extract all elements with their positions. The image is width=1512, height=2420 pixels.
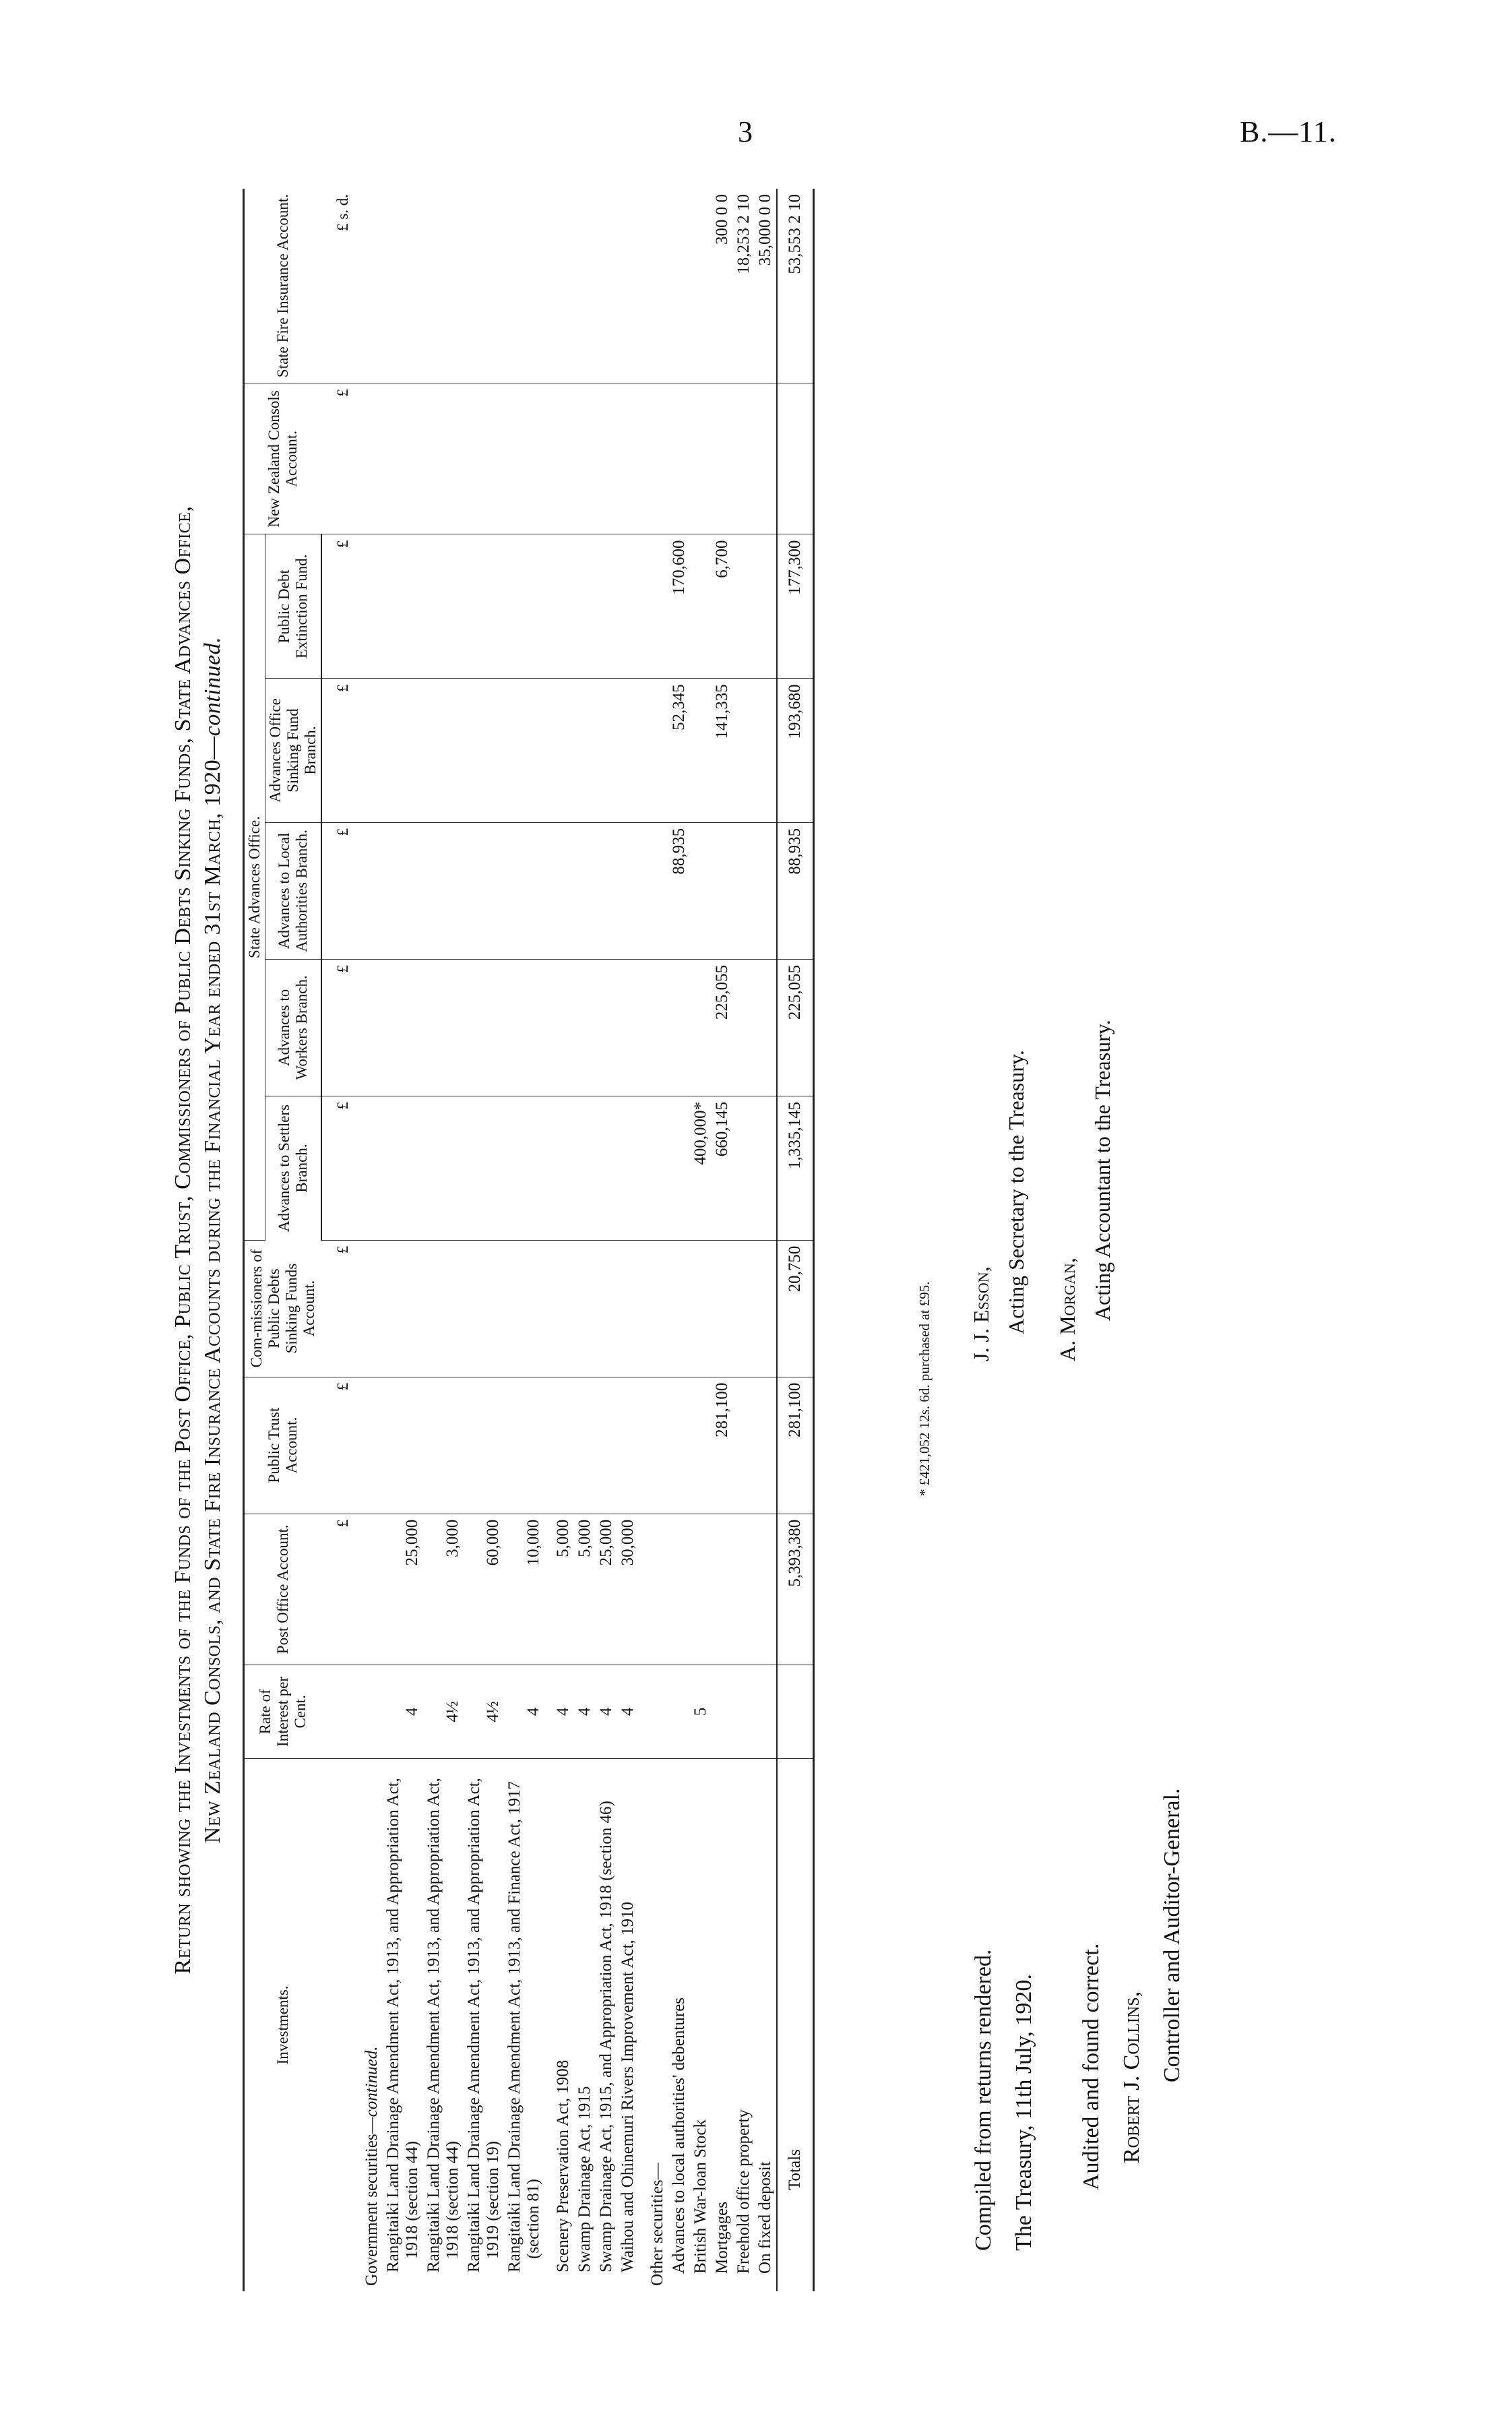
cell-loc (574, 822, 596, 959)
cell-fire (504, 189, 544, 383)
cell-fire (596, 189, 617, 383)
cell-nzc (596, 383, 617, 534)
accountant-title: Acting Accountant to the Treasury. (1090, 1020, 1114, 1321)
audited-note: Audited and found correct. (1079, 1943, 1104, 2190)
compiled-note: Compiled from returns rendered. (971, 1949, 996, 2251)
cell-pd (423, 534, 464, 679)
cell-nzc (755, 383, 777, 534)
cell-loc (690, 822, 712, 959)
cell-set: 400,000* (690, 1096, 712, 1240)
cell-empty (639, 679, 668, 823)
cell-cm (617, 1240, 639, 1377)
unit-pt: £ (321, 1377, 353, 1514)
cell-set (383, 1096, 423, 1240)
cell-pt (668, 1377, 690, 1514)
cell-po: 5,000 (574, 1514, 596, 1665)
cell-empty (639, 1096, 668, 1240)
investment-name: Rangitaiki Land Drainage Amendment Act, 1913, and Appropriation Act, 1918 (section 44) (384, 1778, 421, 2272)
cell-po: 5,000 (544, 1514, 574, 1665)
cell-pt (690, 1377, 712, 1514)
total-fire: 53,553 2 10 (777, 189, 814, 383)
cell-empty (639, 959, 668, 1096)
unit-set: £ (321, 1096, 353, 1240)
cell-sf: 52,345 (668, 679, 690, 823)
cell-cm (464, 1240, 504, 1377)
cell-empty (639, 534, 668, 679)
auditor-name: Robert J. Collins, (1119, 1991, 1144, 2163)
cell-nzc (617, 383, 639, 534)
cell-loc (383, 822, 423, 959)
cell-pd (755, 534, 777, 679)
cell-rate (755, 1665, 777, 1758)
section-row (639, 189, 668, 2291)
cell-wk (617, 959, 639, 1096)
cell-nzc (504, 383, 544, 534)
cell-loc (596, 822, 617, 959)
investments-table (243, 189, 815, 2291)
cell-sf (574, 679, 596, 823)
header-public-debt: Public Debt Extinction Fund. (265, 534, 322, 679)
cell-po (690, 1514, 712, 1665)
header-workers: Advances to Workers Branch. (265, 959, 322, 1096)
unit-fire: £ s. d. (321, 189, 353, 383)
total-cm: 20,750 (777, 1240, 814, 1377)
cell-empty (639, 189, 668, 383)
cell-rate: 4½ (423, 1665, 464, 1758)
cell-rate: 4 (504, 1665, 544, 1758)
cell-sf (383, 679, 423, 823)
cell-fire: 18,253 2 10 (733, 189, 755, 383)
unit-pd: £ (321, 534, 353, 679)
cell-loc (733, 822, 755, 959)
cell-rate: 4½ (464, 1665, 504, 1758)
table-row (383, 189, 423, 2291)
cell-nzc (423, 383, 464, 534)
cell-sf (544, 679, 574, 823)
table-row (690, 189, 712, 2291)
total-pd: 177,300 (777, 534, 814, 679)
footnote: * £421,052 12s. 6d. purchased at £95. (916, 1281, 933, 1496)
title-continued: continued. (200, 636, 225, 737)
investment-name: Swamp Drainage Act, 1915 (575, 2086, 594, 2272)
cell-po (733, 1514, 755, 1665)
cell-set: 660,145 (712, 1096, 733, 1240)
cell-sf (464, 679, 504, 823)
header-local: Advances to Local Authorities Branch. (265, 822, 322, 959)
cell-sf (733, 679, 755, 823)
document-code: B.—11. (1240, 115, 1337, 148)
cell-empty (639, 822, 668, 959)
cell-wk (574, 959, 596, 1096)
cell-po: 3,000 (423, 1514, 464, 1665)
treasury-date: The Treasury, 11th July, 1920. (1011, 1974, 1036, 2251)
cell-set (668, 1096, 690, 1240)
cell-set (733, 1096, 755, 1240)
cell-loc (423, 822, 464, 959)
investment-name: Mortgages (713, 2202, 731, 2274)
header-settlers: Advances to Settlers Branch. (265, 1096, 322, 1240)
cell-rate (668, 1665, 690, 1758)
cell-cm (574, 1240, 596, 1377)
cell-pd (504, 534, 544, 679)
table-row (504, 189, 544, 2291)
cell-nzc (733, 383, 755, 534)
cell-po (755, 1514, 777, 1665)
table-row (755, 189, 777, 2291)
table-row (617, 189, 639, 2291)
table-row (668, 189, 690, 2291)
accountant-name: A. Morgan, (1055, 1258, 1079, 1361)
cell-cm (668, 1240, 690, 1377)
cell-cm (504, 1240, 544, 1377)
cell-wk (383, 959, 423, 1096)
investment-name: Advances to local authorities' debentures (670, 1997, 688, 2274)
cell-fire: 300 0 0 (712, 189, 733, 383)
cell-set (423, 1096, 464, 1240)
total-pt: 281,100 (777, 1377, 814, 1514)
page-number: 3 (738, 115, 753, 148)
total-set: 1,335,145 (777, 1096, 814, 1240)
title-line-2: New Zealand Consols, and State Fire Insurance Accounts during the Financial Year ended 31st March, 1920— (200, 736, 225, 1844)
total-sf: 193,680 (777, 679, 814, 823)
cell-po (712, 1514, 733, 1665)
table-row (464, 189, 504, 2291)
total-po: 5,393,380 (777, 1514, 814, 1665)
cell-pt: 281,100 (712, 1377, 733, 1514)
investment-name: Waihou and Ohinemuri Rivers Improvement Act, 1910 (619, 1902, 637, 2272)
cell-pd: 170,600 (668, 534, 690, 679)
cell-rate (712, 1665, 733, 1758)
cell-fire: 35,000 0 0 (755, 189, 777, 383)
cell-wk (733, 959, 755, 1096)
cell-po: 25,000 (596, 1514, 617, 1665)
cell-pd (383, 534, 423, 679)
cell-pt (464, 1377, 504, 1514)
cell-pd (690, 534, 712, 679)
cell-sf (504, 679, 544, 823)
table-row (733, 189, 755, 2291)
cell-sf (423, 679, 464, 823)
cell-fire (544, 189, 574, 383)
investment-name: Rangitaiki Land Drainage Amendment Act, 1913, and Finance Act, 1917 (section 81) (505, 1780, 542, 2272)
cell-rate: 4 (596, 1665, 617, 1758)
cell-nzc (668, 383, 690, 534)
header-public-trust: Public Trust Account. (244, 1377, 322, 1514)
cell-nzc (464, 383, 504, 534)
secretary-title: Acting Secretary to the Treasury. (1004, 1050, 1028, 1334)
unit-nzc: £ (321, 383, 353, 534)
header-consols: New Zealand Consols Account. (244, 383, 322, 534)
cell-set (504, 1096, 544, 1240)
cell-set (617, 1096, 639, 1240)
cell-pt (733, 1377, 755, 1514)
cell-nzc (574, 383, 596, 534)
cell-fire (617, 189, 639, 383)
cell-po: 60,000 (464, 1514, 504, 1665)
cell-loc (464, 822, 504, 959)
unit-cm: £ (321, 1240, 353, 1377)
cell-cm (712, 1240, 733, 1377)
cell-empty (639, 1240, 668, 1377)
auditor-title: Controller and Auditor-General. (1160, 1788, 1185, 2082)
cell-loc (617, 822, 639, 959)
cell-pt (423, 1377, 464, 1514)
cell-pt (755, 1377, 777, 1514)
cell-po: 10,000 (504, 1514, 544, 1665)
investment-name: On fixed deposit (756, 2161, 774, 2274)
cell-pd (596, 534, 617, 679)
cell-fire (574, 189, 596, 383)
cell-loc (755, 822, 777, 959)
cell-set (596, 1096, 617, 1240)
cell-pd (544, 534, 574, 679)
rotated-table-region (168, 189, 1193, 2291)
unit-sf: £ (321, 679, 353, 823)
cell-empty (639, 1514, 668, 1665)
cell-nzc (544, 383, 574, 534)
cell-wk: 225,055 (712, 959, 733, 1096)
cell-pt (574, 1377, 596, 1514)
cell-wk (755, 959, 777, 1096)
cell-wk (423, 959, 464, 1096)
cell-cm (690, 1240, 712, 1377)
total-nzc (777, 383, 814, 534)
cell-rate: 5 (690, 1665, 712, 1758)
cell-pd (464, 534, 504, 679)
cell-pd (733, 534, 755, 679)
cell-po: 30,000 (617, 1514, 639, 1665)
cell-sf (690, 679, 712, 823)
cell-fire (423, 189, 464, 383)
cell-cm (383, 1240, 423, 1377)
cell-cm (733, 1240, 755, 1377)
unit-loc: £ (321, 822, 353, 959)
cell-fire (464, 189, 504, 383)
table-row (544, 189, 574, 2291)
cell-nzc (712, 383, 733, 534)
cell-pt (596, 1377, 617, 1514)
total-loc: 88,935 (777, 822, 814, 959)
cell-pt (617, 1377, 639, 1514)
cell-rate (733, 1665, 755, 1758)
cell-wk (690, 959, 712, 1096)
unit-po: £ (321, 1514, 353, 1665)
investment-name: Swamp Drainage Act, 1915, and Appropriation Act, 1918 (section 46) (597, 1801, 615, 2272)
table-row (423, 189, 464, 2291)
unit-blank (321, 1665, 353, 1758)
signature-block-right (964, 1020, 1120, 1361)
header-sinking: Advances Office Sinking Fund Branch. (265, 679, 322, 823)
investment-name: Scenery Preservation Act, 1908 (554, 2059, 572, 2272)
header-investments: Investments. (244, 1758, 322, 2291)
cell-empty (639, 1665, 668, 1758)
totals-row (777, 189, 814, 2291)
investment-name: Freehold office property (734, 2109, 753, 2274)
cell-sf (596, 679, 617, 823)
cell-pt (544, 1377, 574, 1514)
cell-pt (383, 1377, 423, 1514)
table-title (168, 202, 228, 2278)
total-wk: 225,055 (777, 959, 814, 1096)
cell-set (755, 1096, 777, 1240)
cell-pd (574, 534, 596, 679)
cell-nzc (383, 383, 423, 534)
cell-sf: 141,335 (712, 679, 733, 823)
investment-name: British War-loan Stock (691, 2119, 710, 2274)
cell-wk (596, 959, 617, 1096)
cell-wk (668, 959, 690, 1096)
cell-loc: 88,935 (668, 822, 690, 959)
cell-wk (464, 959, 504, 1096)
section-government: Government securities—continued. (363, 2046, 381, 2286)
cell-pd: 6,700 (712, 534, 733, 679)
cell-pt (504, 1377, 544, 1514)
secretary-name: J. J. Esson, (969, 1266, 993, 1361)
section-other: Other securities— (648, 2163, 666, 2286)
investment-name: Rangitaiki Land Drainage Amendment Act, 1913, and Appropriation Act, 1919 (section 19) (465, 1778, 502, 2272)
cell-po: 25,000 (383, 1514, 423, 1665)
table-row (596, 189, 617, 2291)
cell-empty (639, 1377, 668, 1514)
header-rate: Rate of Interest per Cent. (244, 1665, 322, 1758)
cell-rate: 4 (383, 1665, 423, 1758)
cell-fire (690, 189, 712, 383)
cell-loc (504, 822, 544, 959)
header-fire: State Fire Insurance Account. (244, 189, 322, 383)
cell-set (544, 1096, 574, 1240)
cell-nzc (690, 383, 712, 534)
cell-set (464, 1096, 504, 1240)
cell-loc (544, 822, 574, 959)
cell-empty (639, 383, 668, 534)
cell-cm (544, 1240, 574, 1377)
cell-rate: 4 (574, 1665, 596, 1758)
cell-rate: 4 (544, 1665, 574, 1758)
unit-blank (321, 1758, 353, 2291)
table-row (574, 189, 596, 2291)
cell-sf (617, 679, 639, 823)
header-commissioners: Com-missioners of Public Debts Sinking Funds Account. (244, 1240, 322, 1377)
cell-rate: 4 (617, 1665, 639, 1758)
unit-wk: £ (321, 959, 353, 1096)
cell-cm (596, 1240, 617, 1377)
cell-loc (712, 822, 733, 959)
cell-po (668, 1514, 690, 1665)
cell-fire (383, 189, 423, 383)
total-rate (777, 1665, 814, 1758)
table-row (712, 189, 733, 2291)
cell-sf (755, 679, 777, 823)
cell-wk (504, 959, 544, 1096)
cell-set (574, 1096, 596, 1240)
totals-label: Totals (777, 1758, 814, 2291)
header-state-advances: State Advances Office. (244, 534, 265, 1240)
cell-pd (617, 534, 639, 679)
cell-cm (423, 1240, 464, 1377)
signature-block-left (964, 1789, 1193, 2251)
cell-cm (755, 1240, 777, 1377)
investment-name: Rangitaiki Land Drainage Amendment Act, 1913, and Appropriation Act, 1918 (section 44) (424, 1778, 462, 2272)
title-line-1: Return showing the Investments of the Funds of the Post Office, Public Trust, Commissioners of Public Debts Sinking Funds, State Advances Office, (170, 505, 195, 1975)
cell-fire (668, 189, 690, 383)
cell-wk (544, 959, 574, 1096)
header-post-office: Post Office Account. (244, 1514, 322, 1665)
